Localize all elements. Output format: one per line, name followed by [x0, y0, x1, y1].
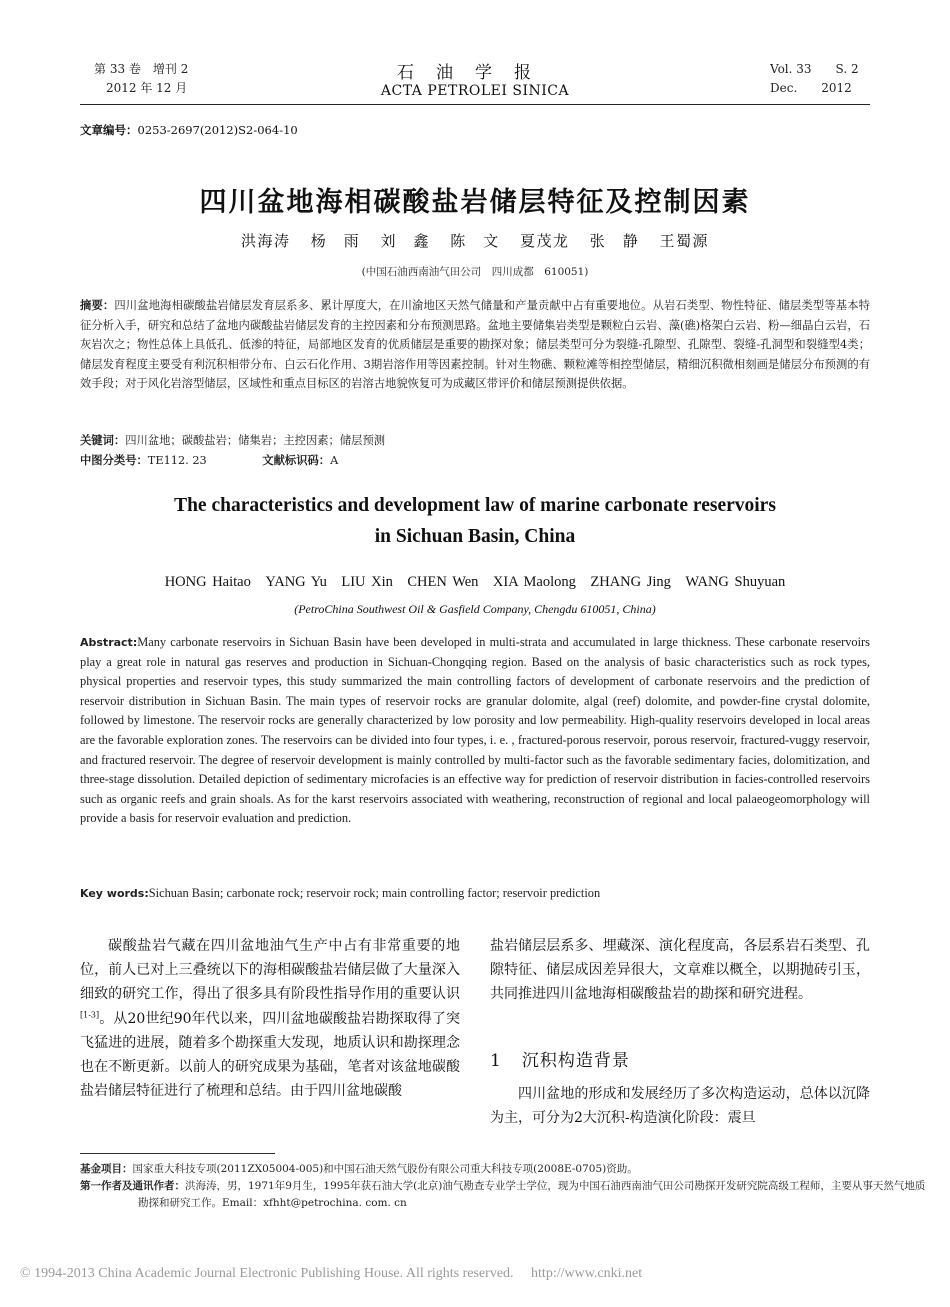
abstract-en-label: Abstract: — [80, 636, 138, 649]
doc-code-value: A — [330, 454, 339, 467]
footnote-funding — [80, 1161, 870, 1178]
keywords-en-text: Sichuan Basin; carbonate rock; reservoir rock; main controlling factor; reservoir prediction — [148, 886, 601, 900]
english-title-line2: in Sichuan Basin, China — [374, 526, 576, 547]
copyright-notice: © 1994-2013 China Academic Journal Electronic Publishing House. All rights reserved. http://www.cnki.net — [20, 1266, 643, 1281]
journal-name-cn: 石油学报 — [397, 63, 553, 83]
author-info-label: 第一作者及通讯作者： — [80, 1180, 185, 1192]
section-title: 沉积构造背景 — [521, 1051, 630, 1071]
volume-line-en: Vol. 33 S. 2 — [770, 62, 859, 76]
intro-text-b: 。从20世纪90年代以来，四川盆地碳酸盐岩勘探取得了突飞猛进的进展，随着多个勘探重大发现，地质认识和勘探理念也在不断更新。以前人的研究成果为基础，笔者对该盆地碳酸盐岩储层特征进行了梳理和总结。由于四川盆地碳酸 — [80, 1010, 460, 1100]
funding-text: 国家重大科技专项(2011ZX05004-005)和中国石油天然气股份有限公司重大科技专项(2008E-0705)资助。 — [132, 1163, 638, 1175]
citation: [1-3] — [80, 1009, 100, 1019]
affiliation-en: (PetroChina Southwest Oil & Gasfield Company, Chengdu 610051, China) — [294, 602, 656, 616]
author-info-text: 洪海涛，男，1971年9月生，1995年获石油大学(北京)油气勘查专业学士学位，现为中国石油西南油气田公司勘探开发研究院高级工程师，主要从事天然气地质勘探和研究工作。Email：xfhht@petrochina. com. cn — [138, 1180, 926, 1209]
abstract-cn — [80, 296, 870, 394]
english-title — [80, 490, 870, 552]
journal-masthead — [300, 58, 650, 99]
footnote-author — [80, 1178, 928, 1211]
english-title-line1: The characteristics and development law of marine carbonate reservoirs — [174, 495, 776, 516]
section-heading — [490, 1046, 630, 1071]
volume-line: 第 33 卷 增刊 2 — [94, 62, 189, 76]
intro-paragraph-right: 盐岩储层层系多、埋藏深、演化程度高，各层系岩石类型、孔隙特征、储层成因差异很大，文章难以概全，以期抛砖引玉，共同推进四川盆地海相碳酸盐岩的勘探和研究进程。 — [490, 938, 870, 1003]
affiliation-cn: (中国石油西南油气田公司 四川成都 610051) — [361, 266, 589, 278]
clc-label: 中图分类号： — [80, 454, 148, 467]
article-number — [80, 122, 298, 138]
footnote-rule — [80, 1153, 275, 1154]
volume-issue — [94, 60, 188, 98]
date-line-en: Dec. 2012 — [770, 81, 852, 95]
keywords-en — [80, 886, 870, 901]
classification-line — [80, 451, 870, 471]
intro-paragraph-left — [80, 934, 460, 1103]
article-number-value: 0253-2697(2012)S2-064-10 — [137, 123, 298, 137]
author-list-en: HONG Haitao YANG Yu LIU Xin CHEN Wen XIA Maolong ZHANG Jing WANG Shuyuan — [164, 574, 786, 590]
page-title: 四川盆地海相碳酸盐岩储层特征及控制因素 — [199, 187, 751, 218]
funding-label: 基金项目： — [80, 1163, 133, 1175]
volume-issue-en — [770, 60, 870, 98]
abstract-cn-text: 四川盆地海相碳酸盐岩储层发育层系多、累计厚度大，在川渝地区天然气储量和产量贡献中占有重要地位。从岩石类型、物性特征、储层类型等基本特征分析入手，研究和总结了盆地内碳酸盐岩储层发育的主控因素和分布预测思路。盆地主要储集岩类型是颗粒白云岩、藻(礁)格架白云岩、粉—细晶白云岩，石灰岩次之；物性总体上具低孔、低渗的特征，局部地区发育的优质储层是重要的勘探对象；储层类型可分为裂缝-孔隙型、孔隙型、裂缝-孔洞型和裂缝型4类；储层发育程度主要受有利沉积相带分布、白云石化作用、3期岩溶作用等因素控制。针对生物礁、颗粒滩等相控型储层，精细沉积微相刻画是储层分布预测的有效手段；对于风化岩溶型储层，区域性和重点目标区的岩溶古地貌恢复可为成藏区带评价和储层预测提供依据。 — [80, 299, 870, 390]
article-number-label: 文章编号： — [80, 123, 138, 137]
doc-code-label: 文献标识码： — [262, 454, 331, 467]
section-number: 1 — [490, 1051, 502, 1071]
section-paragraph: 四川盆地的形成和发展经历了多次构造运动，总体以沉降为主，可分为2大沉积-构造演化阶段：震旦 — [490, 1086, 870, 1127]
clc-value: TE112. 23 — [147, 454, 207, 467]
intro-text-a: 碳酸盐岩气藏在四川盆地油气生产中占有非常重要的地位，前人已对上三叠统以下的海相碳酸盐岩储层做了大量深入细致的研究工作，得出了很多具有阶段性指导作用的重要认识 — [80, 938, 460, 1003]
keywords-cn-text: 四川盆地；碳酸盐岩；储集岩；主控因素；储层预测 — [125, 434, 386, 447]
journal-name-en: ACTA PETROLEI SINICA — [380, 83, 570, 99]
header-rule — [80, 104, 870, 105]
abstract-en — [80, 633, 870, 829]
keywords-cn-label: 关键词： — [80, 434, 126, 447]
keywords-cn — [80, 431, 870, 451]
author-list-cn: 洪海涛 杨 雨 刘 鑫 陈 文 夏茂龙 张 静 王蜀源 — [240, 232, 710, 250]
date-line: 2012 年 12 月 — [106, 81, 188, 95]
abstract-cn-label: 摘要： — [80, 299, 115, 312]
abstract-en-text: Many carbonate reservoirs in Sichuan Basin have been developed in multi-strata and accumulated in large thickness. These carbonate reservoirs play a great role in natural gas reserves and production in Sichuan-Chongqing region. Based on the analysis of basic characteristics such as rock types, physical properties and reservoir types, this study summarized the main controlling factors of development of carbonate reservoirs and the prediction of reservoir distribution in Sichuan Basin. The main types of reservoir rocks are granular dolomite, algal (reef) dolomite, and powder-fine crystal dolomite, followed by limestone. The reservoir rocks are generally characterized by low porosity and low permeability. High-quality reservoirs developed in local areas are the favorable exploration zones. The reservoirs can be divided into four types, i. e. , fractured-porous reservoir, porous reservoir, fractured-vuggy reservoir, and fractured reservoir. The degree of reservoir development is mainly controlled by multi-factor such as the favorable sedimentary facies, dolomitization, and three-stage dissolution. Detailed depiction of sedimentary microfacies is an effective way for prediction of reservoir distribution in facies-controlled reservoirs such as organic reefs and grain shoals. As for the karst reservoirs associated with weathering, reconstruction of regional and local palaeogeomorphology will provide a basis for reservoir evaluation and prediction. — [80, 635, 870, 826]
keywords-en-label: Key words: — [80, 887, 149, 900]
